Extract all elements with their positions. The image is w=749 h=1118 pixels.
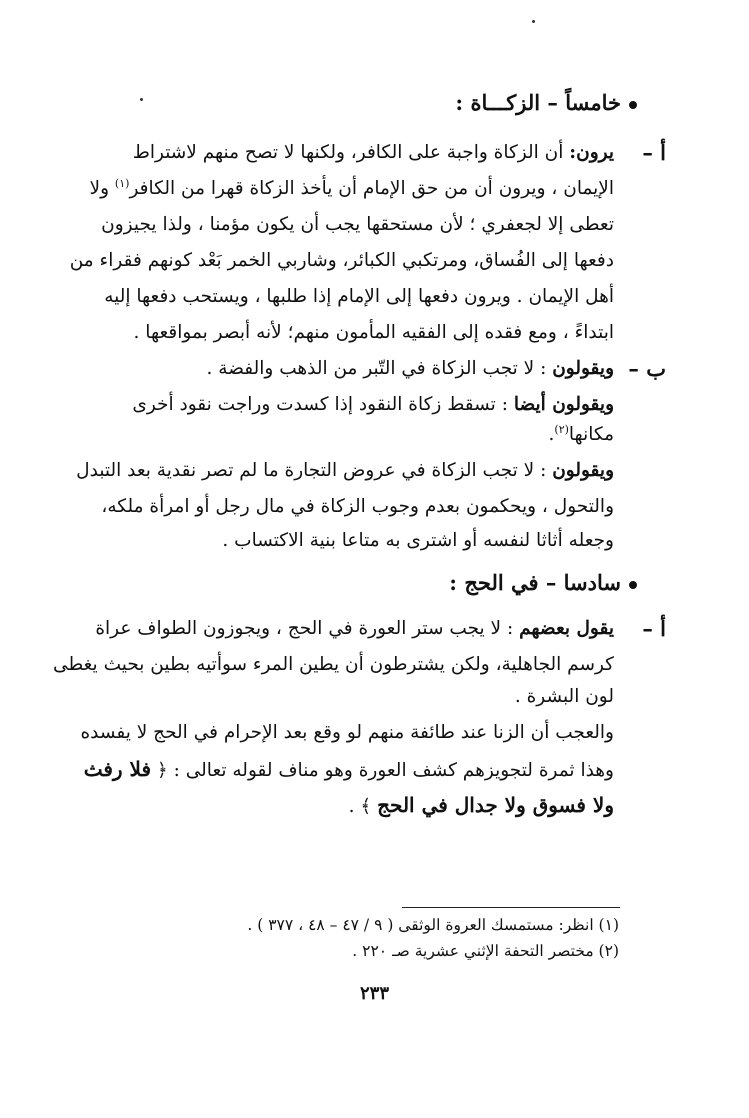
text-line: يرون: أن الزكاة واجبة على الكافر، ولكنها لا تصح منهم لاشتراط — [132, 142, 614, 163]
item-marker-alif: أ – — [642, 616, 666, 641]
text-line: مكانها$^{(٢)}$. — [548, 422, 614, 445]
text-line: ويقولون : لا تجب الزكاة في التّبر من الذهب والفضة . — [206, 358, 614, 379]
text-line: وجعله أثاثا لنفسه أو اشترى به متاعا بنية الاكتساب . — [222, 530, 614, 551]
text-line: يقول بعضهم : لا يجب ستر العورة في الحج ، ويجوزون الطواف عراة — [95, 618, 614, 639]
text-line: دفعها إلى الفُساق، ومرتكبي الكبائر، وشاربي الخمر بَعْد كونهم فقراء من — [69, 250, 614, 271]
item-marker-ba: ب – — [628, 356, 666, 381]
heading-text: خامساً – الزكـــاة : — [455, 90, 621, 115]
footnote-ref: (٢) — [554, 422, 569, 436]
bullet-icon — [629, 101, 637, 109]
footnote-ref: (١) — [114, 176, 130, 190]
text-line: أهل الإيمان . ويرون دفعها إلى الإمام إذا طلبها ، ويستحب دفعها إليه — [104, 286, 614, 307]
text-line: تعطى إلا لجعفري ؛ لأن مستحقها يجب أن يكون مؤمنا ، ولذا يجيزون — [101, 214, 614, 235]
text-line: والعجب أن الزنا عند طائفة منهم لو وقع بعد الإحرام في الحج لا يفسده — [80, 722, 614, 743]
footnote-1: (١) انظر: مستمسك العروة الوثقى ( ٩ / ٤٧ – ٤٨ ، ٣٧٧ ) . — [247, 916, 619, 934]
item-marker-alif: أ – — [642, 140, 666, 165]
page-number: ٢٣٣ — [359, 983, 389, 1004]
text-line: ويقولون : لا تجب الزكاة في عروض التجارة ما لم تصر نقدية بعد التبدل — [76, 460, 614, 481]
text-line: كرسم الجاهلية، ولكن يشترطون أن يطين المرء سوأتيه بطين بحيث يغطى — [53, 654, 614, 675]
scan-speck — [140, 98, 143, 101]
footnote-2: (٢) مختصر التحفة الإثني عشرية صـ ٢٢٠ . — [352, 942, 619, 960]
section-heading-hajj — [449, 570, 637, 595]
bullet-icon — [629, 581, 637, 589]
text-line: والتحول ، ويحكمون بعدم وجوب الزكاة في مال رجل أو امرأة ملكه، — [101, 496, 614, 517]
heading-text: سادسا – في الحج : — [449, 570, 621, 595]
section-heading-zakat — [455, 90, 637, 115]
text-line: الإيمان ، ويرون أن من حق الإمام أن يأخذ الزكاة قهرا من الكافر$^{(١)}$ ولا — [89, 176, 614, 199]
text-line: لون البشرة . — [514, 686, 614, 707]
text-line: ولا فسوق ولا جدال في الحج ﴾ . — [348, 793, 614, 817]
text-line: ويقولون أيضا : تسقط زكاة النقود إذا كسدت وراجت نقود أخرى — [132, 394, 614, 415]
text-line: ابتداءً ، ومع فقده إلى الفقيه المأمون منهم؛ لأنه أبصر بمواقعها . — [133, 322, 614, 343]
footnote-divider — [402, 907, 620, 908]
text-line: وهذا ثمرة لتجويزهم كشف العورة وهو مناف لقوله تعالى : ﴿ فلا رفث — [83, 757, 614, 781]
scan-speck — [532, 20, 535, 23]
